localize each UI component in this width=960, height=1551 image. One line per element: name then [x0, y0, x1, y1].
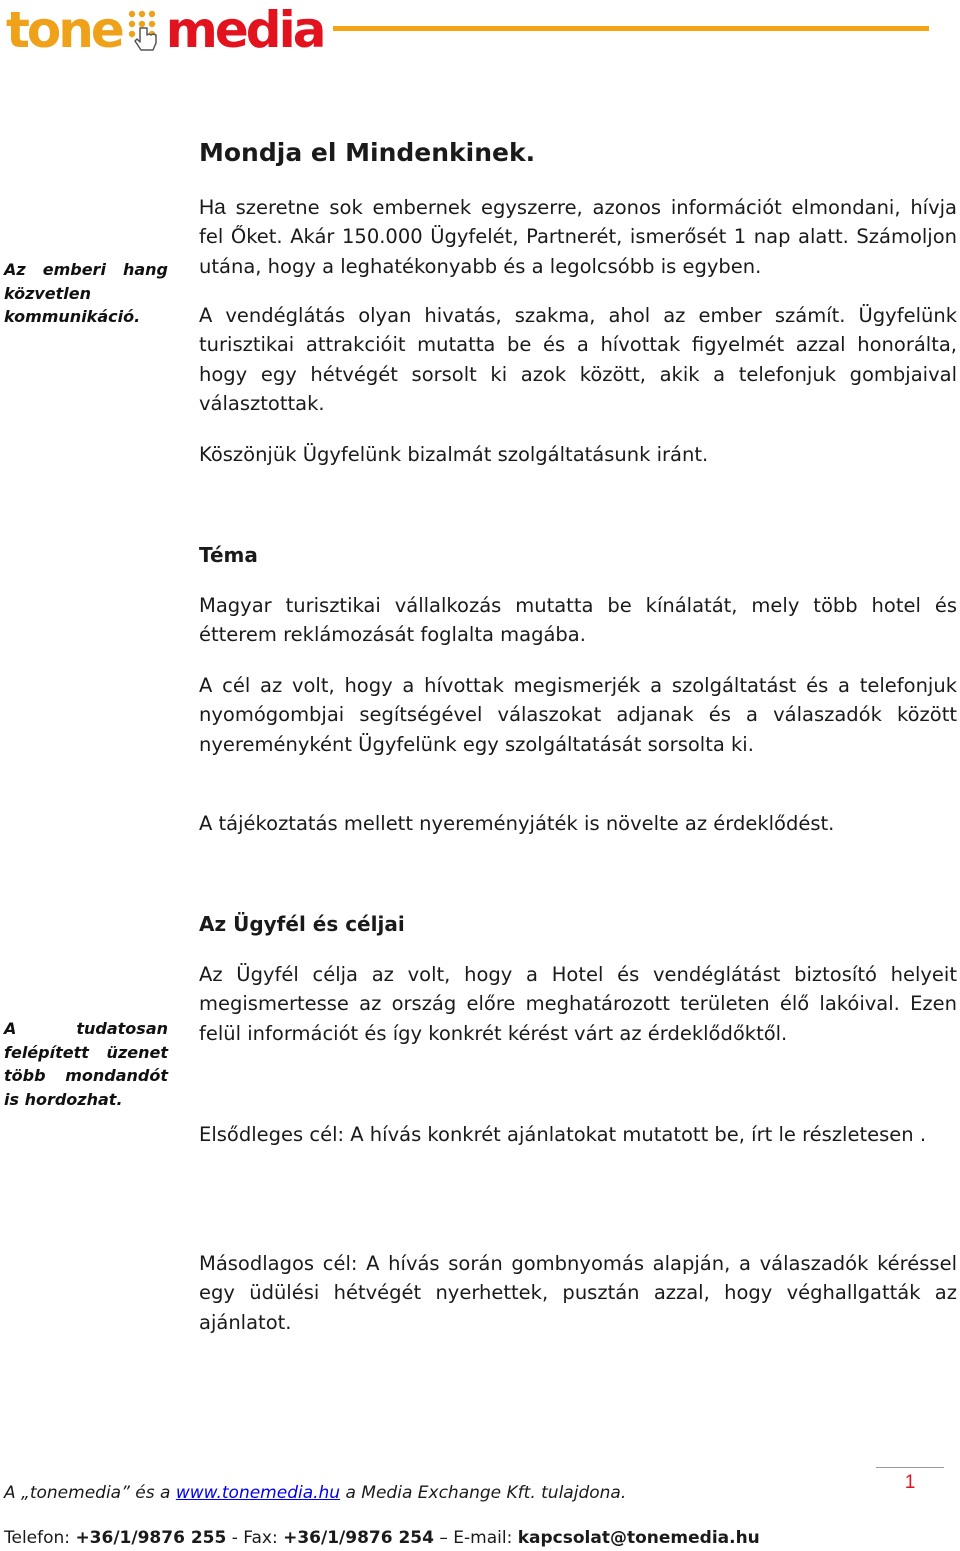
client-heading: Az Ügyfél és céljai: [199, 912, 405, 936]
page-number: 1: [904, 1472, 916, 1493]
client-secondary-goal: Másodlagos cél: A hívás során gombnyomás alapján, a válaszadók kéréssel egy üdülési hétvégét nyerhettek, pusztán azzal, hogy véghallgatták az ajánlatot.: [199, 1252, 957, 1334]
page-title: Mondja el Mindenkinek.: [199, 138, 536, 167]
footer-email-label: – E-mail:: [433, 1528, 518, 1548]
intro-paragraph-1: [199, 193, 957, 281]
intro-paragraph-1-lead: Ha: [199, 196, 226, 219]
page-number-rule: [876, 1467, 944, 1468]
logo-word-media: media: [165, 1, 324, 59]
footer-website-link[interactable]: www.tonemedia.hu: [175, 1483, 341, 1503]
hand-cursor-dots-icon: [126, 6, 162, 54]
intro-paragraph-2: A vendéglátás olyan hivatás, szakma, ahol az ember számít. Ügyfelünk turisztikai attrakcióit mutatta be és a hívottak figyelmét azzal honorálta, hogy egy hétvégét sorsolt ki azok között, akik a telefonjuk gombjaival választottak.: [199, 304, 957, 415]
footer-owner-prefix: A „tonemedia” és a: [4, 1483, 176, 1503]
topic-heading: Téma: [199, 543, 258, 567]
footer-owner-suffix: a Media Exchange Kft. tulajdona.: [340, 1483, 627, 1503]
footer-contact: [4, 1525, 760, 1551]
client-primary-goal: Elsődleges cél: A hívás konkrét ajánlatokat mutatott be, írt le részletesen .: [199, 1123, 927, 1146]
footer-ownership: [4, 1480, 626, 1506]
sidebar-note-voice: Az emberi hang közvetlen kommunikáció.: [4, 260, 168, 326]
topic-paragraph-3: A tájékoztatás mellett nyereményjáték is növelte az érdeklődést.: [199, 812, 835, 835]
intro-paragraph-3: Köszönjük Ügyfelünk bizalmát szolgáltatásunk iránt.: [199, 443, 709, 466]
topic-paragraph-1: Magyar turisztikai vállalkozás mutatta be kínálatát, mely több hotel és étterem reklámozását foglalta magába.: [199, 594, 957, 647]
footer-fax-label: - Fax:: [226, 1528, 284, 1548]
sidebar-note-message: A tudatosan felépített üzenet több mondandót is hordozhat.: [4, 1019, 168, 1109]
client-paragraph-1: Az Ügyfél célja az volt, hogy a Hotel és vendéglátást biztosító helyeit megismertesse az ország előre meghatározott területen élő lakóival. Ezen felül információt és így konkrét kérést várt az érdeklődőktől.: [199, 963, 957, 1045]
footer-phone-label: Telefon:: [4, 1528, 76, 1548]
header-rule: [333, 26, 929, 31]
topic-paragraph-2: A cél az volt, hogy a hívottak megismerjék a szolgáltatást és a telefonjuk nyomógombjai segítségével válaszokat adjanak és a válaszadók között nyereményként Ügyfelünk egy szolgáltatását sorsolta ki.: [199, 674, 957, 756]
logo-word-tone: tone: [6, 1, 122, 59]
intro-paragraph-1-body: szeretne sok embernek egyszerre, azonos információt elmondani, hívja fel Őket. Akár 150.000 Ügyfelét, Partnerét, ismerősét 1 nap alatt. Számoljon utána, hogy a leghatékonyabb és a legolcsóbb is egyben.: [199, 196, 957, 278]
footer-email: kapcsolat@tonemedia.hu: [517, 1528, 760, 1548]
footer-fax: +36/1/9876 254: [283, 1528, 434, 1548]
footer-phone: +36/1/9876 255: [75, 1528, 227, 1548]
tonemedia-logo: [6, 1, 324, 59]
